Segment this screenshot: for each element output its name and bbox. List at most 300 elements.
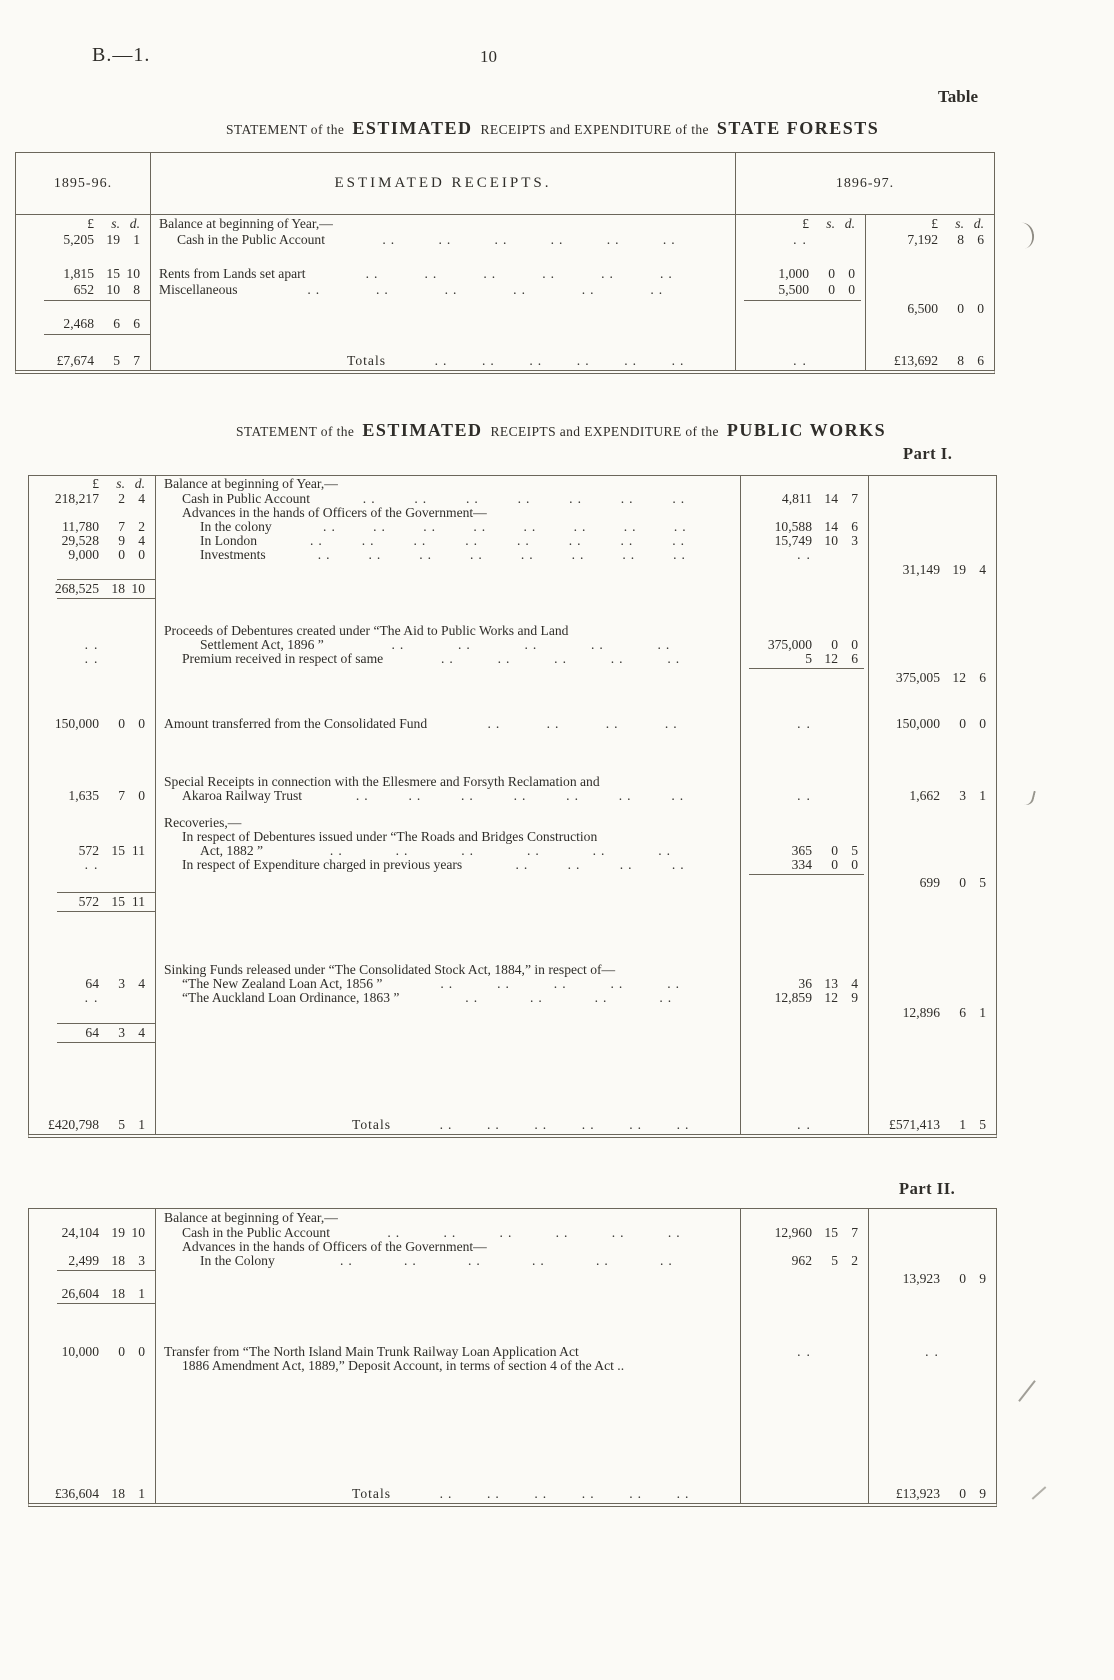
line-text: Premium received in respect of same [182, 652, 384, 666]
shillings: 0 [959, 1486, 966, 1501]
shillings: 0 [118, 1345, 125, 1359]
amount-cell [736, 215, 866, 232]
amount-cell [741, 775, 869, 789]
table-line [29, 670, 996, 686]
line-text: “The Auckland Loan Ordinance, 1863 ” [182, 991, 400, 1005]
amount-cell [29, 1240, 156, 1254]
shillings: 13 [824, 977, 838, 991]
description-cell [156, 638, 741, 652]
amount [16, 216, 150, 232]
table-line [29, 775, 996, 789]
pence: 3 [138, 1254, 145, 1268]
pence: 10 [126, 266, 140, 281]
pence: 0 [848, 282, 855, 297]
pounds: 26,604 [61, 1286, 99, 1301]
amount-cell [29, 1286, 156, 1301]
shillings: 7 [118, 789, 125, 803]
amount-cell [741, 1005, 869, 1021]
pounds: 13,923 [902, 1272, 940, 1286]
amount-cell [741, 652, 869, 666]
sum-rule [57, 892, 155, 893]
amount-cell [29, 894, 156, 909]
sum-rule [57, 579, 155, 580]
line-text: Advances in the hands of Officers of the Government— [182, 506, 487, 520]
description-cell [156, 1209, 741, 1226]
pence: 1 [979, 789, 986, 803]
pounds: 24,104 [61, 1226, 99, 1240]
amount-cell [866, 352, 994, 370]
amount-cell [736, 248, 866, 266]
amount-cell [741, 876, 869, 890]
description-cell [156, 731, 741, 775]
description-cell [156, 1005, 741, 1021]
public-works-part1-table [28, 475, 997, 1138]
dot-leaders: .. .. .. .. .. .. .. [355, 789, 689, 803]
pence: d. [129, 215, 140, 231]
pence: 6 [977, 232, 984, 247]
dot-leaders: .. .. .. .. .. .. [365, 266, 677, 281]
pence: 9 [851, 991, 858, 1005]
amount-cell [16, 248, 151, 266]
amount-cell [869, 844, 996, 858]
table-corner-label: Table [938, 87, 979, 106]
state-forests-table [15, 152, 995, 374]
pounds: 5,500 [778, 282, 809, 297]
amount-cell [741, 858, 869, 872]
amount-cell [29, 1254, 156, 1268]
table-line [29, 1025, 996, 1040]
amount-cell [29, 562, 156, 577]
pence: 4 [138, 977, 145, 991]
line-text: Sinking Funds released under “The Consolidated Stock Act, 1884,” in respect of— [164, 963, 616, 977]
description-cell [151, 302, 736, 316]
column-header-next-year: 1896-97. [835, 175, 895, 191]
amount-cell [741, 731, 869, 775]
amount-cell [29, 1226, 156, 1240]
amount-cell [869, 1240, 996, 1254]
amount-cell [869, 731, 996, 775]
totals-label: Totals [352, 1117, 392, 1132]
amount-cell [29, 731, 156, 775]
shillings: 14 [824, 492, 838, 506]
pence: 6 [133, 316, 140, 331]
title-middle: RECEIPTS and EXPENDITURE of the [480, 122, 709, 137]
amount-cell [741, 816, 869, 830]
pounds: 150,000 [895, 716, 940, 731]
shillings: 19 [111, 1226, 125, 1240]
amount-cell [29, 963, 156, 977]
amount-cell [29, 1485, 156, 1503]
pence: 0 [977, 302, 984, 316]
pounds: 1,815 [63, 266, 94, 281]
description-cell [156, 963, 741, 977]
amount-cell [869, 1116, 996, 1134]
description-cell [151, 215, 736, 232]
amount [741, 858, 868, 872]
table-line [16, 282, 994, 298]
table-line [29, 830, 996, 844]
amount [866, 216, 994, 232]
description-cell [156, 548, 741, 562]
table-body [29, 476, 996, 1134]
amount [29, 1254, 155, 1268]
description-cell [156, 1286, 741, 1301]
amount-cell [741, 977, 869, 991]
amount-cell [741, 562, 869, 577]
amount-cell [29, 686, 156, 716]
amount-cell [869, 1025, 996, 1040]
pence: 2 [851, 1254, 858, 1268]
pounds: £571,413 [889, 1117, 940, 1132]
amount-cell [866, 282, 994, 298]
shillings: 3 [959, 789, 966, 803]
amount [16, 282, 150, 298]
page-number: 10 [480, 47, 497, 66]
table-line [29, 1359, 996, 1373]
amount-cell [741, 624, 869, 638]
amount-cell [869, 1359, 996, 1373]
amount-cell [866, 248, 994, 266]
dot-leaders: .. .. .. .. .. .. .. .. [309, 534, 690, 548]
line-text: Settlement Act, 1896 ” [200, 638, 324, 652]
amount-cell [741, 686, 869, 716]
table-line [29, 858, 996, 872]
amount-cell [29, 977, 156, 991]
table-line [29, 876, 996, 890]
amount-cell [741, 581, 869, 596]
pence: 2 [138, 520, 145, 534]
amount-cell [869, 789, 996, 803]
pounds: £ [92, 476, 99, 491]
line-text: Special Receipts in connection with the Ellesmere and Forsyth Reclamation and [164, 775, 600, 789]
pounds: 375,005 [895, 670, 940, 685]
amount-cell [869, 963, 996, 977]
shillings: 0 [959, 716, 966, 731]
shillings: 19 [952, 562, 966, 577]
table-line [29, 686, 996, 716]
pounds: 5 [805, 652, 812, 666]
dot-leaders: .. .. .. .. .. .. [307, 282, 668, 297]
description-cell [156, 991, 741, 1005]
amount-cell [16, 215, 151, 232]
part-one-label: Part I. [903, 444, 953, 463]
shillings: 18 [111, 1254, 125, 1268]
pounds: 64 [85, 1025, 99, 1040]
amount-cell [16, 352, 151, 370]
pence: 7 [851, 1226, 858, 1240]
amount [741, 977, 868, 991]
table-line [29, 1226, 996, 1240]
column-header-prev-year: 1895-96. [16, 153, 151, 214]
pounds: 12,960 [774, 1226, 812, 1240]
shillings: 6 [959, 1005, 966, 1020]
pounds: 31,149 [902, 562, 940, 577]
amount-cell [29, 476, 156, 492]
pounds: 29,528 [61, 534, 99, 548]
scan-artifact [1020, 221, 1036, 248]
amount-cell [29, 830, 156, 844]
shillings: 0 [828, 282, 835, 297]
pounds: 268,525 [54, 581, 99, 596]
nil-dots: .. [793, 232, 812, 247]
pence: 0 [851, 858, 858, 872]
amount [29, 520, 155, 534]
amount-cell [736, 352, 866, 370]
amount-cell [741, 1254, 869, 1268]
amount [869, 789, 996, 803]
pounds: 5,205 [63, 232, 94, 247]
amount-cell [869, 686, 996, 716]
pounds: 218,217 [54, 492, 99, 506]
pence: 1 [133, 232, 140, 247]
amount [29, 1486, 155, 1502]
pounds: £7,674 [56, 353, 94, 368]
amount-cell [29, 520, 156, 534]
description-cell [151, 336, 736, 352]
table-line [29, 894, 996, 909]
description-cell [156, 1226, 741, 1240]
pounds: 64 [85, 977, 99, 991]
table-line [29, 844, 996, 858]
table-line [16, 215, 994, 232]
amount-cell [741, 830, 869, 844]
amount-cell [869, 534, 996, 548]
sum-rule [57, 1303, 155, 1304]
public-works-title [236, 420, 886, 441]
description-cell [156, 506, 741, 520]
description-cell [156, 534, 741, 548]
amount-cell [869, 816, 996, 830]
table-line [29, 991, 996, 1005]
description-cell [156, 716, 741, 731]
shillings: 9 [118, 534, 125, 548]
table-line [29, 731, 996, 775]
line-text: Amount transferred from the Consolidated Fund [164, 716, 428, 731]
public-works-part2-table [28, 1208, 997, 1507]
amount-cell [869, 600, 996, 624]
pounds: 12,896 [902, 1005, 940, 1020]
amount-cell [741, 844, 869, 858]
table-header-row [16, 153, 994, 215]
table-line [29, 1305, 996, 1345]
shillings: 0 [831, 858, 838, 872]
amount [29, 1117, 155, 1133]
amount [869, 562, 996, 577]
table-line [29, 1373, 996, 1485]
amount-cell [869, 1485, 996, 1503]
amount [736, 266, 865, 282]
nil-dots: .. [84, 991, 104, 1005]
dot-leaders: .. .. .. .. [465, 991, 677, 1005]
table-body [29, 1209, 996, 1503]
pounds: 334 [791, 858, 812, 872]
amount-cell [741, 803, 869, 816]
shillings: 18 [111, 581, 125, 596]
amount-cell [741, 894, 869, 909]
shillings: 0 [828, 266, 835, 281]
amount-cell [741, 1272, 869, 1286]
line-text: Investments [200, 548, 266, 562]
totals-label: Totals [352, 1486, 392, 1501]
description-cell [156, 816, 741, 830]
amount-cell [741, 1044, 869, 1116]
amount-cell [29, 913, 156, 963]
pounds: £420,798 [48, 1117, 99, 1132]
table-line [29, 600, 996, 624]
pence: 5 [979, 876, 986, 890]
nil-dots: .. [797, 716, 816, 731]
line-text: 1886 Amendment Act, 1889,” Deposit Account, in terms of section 4 of the Act .. [182, 1359, 625, 1373]
pounds: £13,692 [893, 353, 938, 368]
nil-dots: .. [797, 1117, 816, 1132]
amount-cell [29, 1359, 156, 1373]
description-cell [156, 562, 741, 577]
pounds: 375,000 [767, 638, 812, 652]
pence: 3 [851, 534, 858, 548]
pounds: 1,000 [778, 266, 809, 281]
description-cell [156, 1044, 741, 1116]
amount-cell [29, 1305, 156, 1345]
amount-cell [29, 716, 156, 731]
amount-cell [869, 562, 996, 577]
shillings: 0 [831, 844, 838, 858]
amount-cell [741, 638, 869, 652]
shillings: 15 [106, 266, 120, 281]
pence: 0 [138, 1345, 145, 1359]
amount [29, 789, 155, 803]
amount-cell [869, 548, 996, 562]
table-line [29, 652, 996, 666]
pounds: 1,662 [909, 789, 940, 803]
pence: 4 [851, 977, 858, 991]
amount-cell [869, 716, 996, 731]
amount-cell [29, 876, 156, 890]
amount-cell [866, 232, 994, 248]
table-line [16, 336, 994, 352]
pounds: 699 [919, 876, 940, 890]
amount-cell [869, 638, 996, 652]
table-line [16, 352, 994, 370]
sum-rule [749, 874, 864, 875]
pounds: £ [931, 215, 938, 231]
table-line [29, 716, 996, 731]
description-cell [156, 1305, 741, 1345]
table-line [16, 248, 994, 266]
amount-cell [29, 1044, 156, 1116]
shillings: 18 [111, 1486, 125, 1501]
shillings: 0 [957, 302, 964, 316]
nil-dots: .. [84, 638, 104, 652]
amount-cell [16, 232, 151, 248]
pounds: 15,749 [774, 534, 812, 548]
pounds: 6,500 [907, 302, 938, 316]
amount [741, 1254, 868, 1268]
table-line [29, 1044, 996, 1116]
line-text: Advances in the hands of Officers of the Government— [182, 1240, 487, 1254]
amount-cell [16, 282, 151, 298]
pounds: 572 [78, 894, 99, 909]
line-text: Cash in the Public Account [177, 232, 326, 247]
pence: d. [973, 215, 984, 231]
amount-cell [741, 1485, 869, 1503]
amount-cell [869, 670, 996, 686]
line-text: Balance at beginning of Year,— [159, 215, 333, 231]
shillings: 14 [824, 520, 838, 534]
line-text: In respect of Expenditure charged in previous years [182, 858, 463, 872]
amount-cell [869, 492, 996, 506]
pence: 6 [851, 652, 858, 666]
shillings: s. [826, 215, 835, 231]
amount-cell [869, 991, 996, 1005]
line-text: Rents from Lands set apart [159, 266, 306, 281]
amount [29, 716, 155, 731]
amount-cell [869, 876, 996, 890]
shillings: 0 [959, 876, 966, 890]
table-line [29, 1005, 996, 1021]
amount-cell [736, 232, 866, 248]
amount [869, 670, 996, 686]
amount-cell [16, 336, 151, 352]
dot-leaders: .. .. .. .. [487, 716, 682, 731]
description-cell [156, 1272, 741, 1286]
sum-rule [44, 300, 150, 301]
pence: 0 [138, 548, 145, 562]
description-cell [156, 844, 741, 858]
sum-rule [744, 300, 861, 301]
amount-cell [29, 816, 156, 830]
pence: 4 [138, 492, 145, 506]
shillings: 5 [113, 353, 120, 368]
description-cell [156, 1485, 741, 1503]
dot-leaders: .. .. .. .. .. [391, 638, 675, 652]
title-emphasis: PUBLIC WORKS [726, 420, 887, 440]
amount-cell [29, 1345, 156, 1359]
amount-cell [741, 991, 869, 1005]
table-line [29, 1240, 996, 1254]
shillings: 15 [111, 894, 125, 909]
amount-cell [29, 991, 156, 1005]
amount-cell [29, 638, 156, 652]
pounds: 12,859 [774, 991, 812, 1005]
amount-cell [866, 266, 994, 282]
pence: 0 [138, 716, 145, 731]
pence: 6 [979, 670, 986, 685]
pounds: 7,192 [907, 232, 938, 247]
amount-cell [741, 1226, 869, 1240]
amount [741, 1226, 868, 1240]
amount-cell [869, 1044, 996, 1116]
dot-leaders: .. .. .. .. [515, 858, 689, 872]
amount-cell [741, 1373, 869, 1485]
amount-cell [869, 520, 996, 534]
description-cell [156, 803, 741, 816]
amount [741, 638, 868, 652]
amount [869, 1117, 996, 1133]
table-line [29, 1254, 996, 1268]
amount-cell [741, 670, 869, 686]
amount-cell [869, 894, 996, 909]
pence: 1 [138, 1286, 145, 1301]
title-emphasis: ESTIMATED [352, 118, 473, 138]
pence: 1 [138, 1486, 145, 1501]
pounds: 36 [798, 977, 812, 991]
table-body [16, 215, 994, 370]
amount [736, 216, 865, 232]
description-cell [151, 248, 736, 266]
amount-cell [29, 789, 156, 803]
shillings: 1 [959, 1117, 966, 1132]
amount [741, 844, 868, 858]
